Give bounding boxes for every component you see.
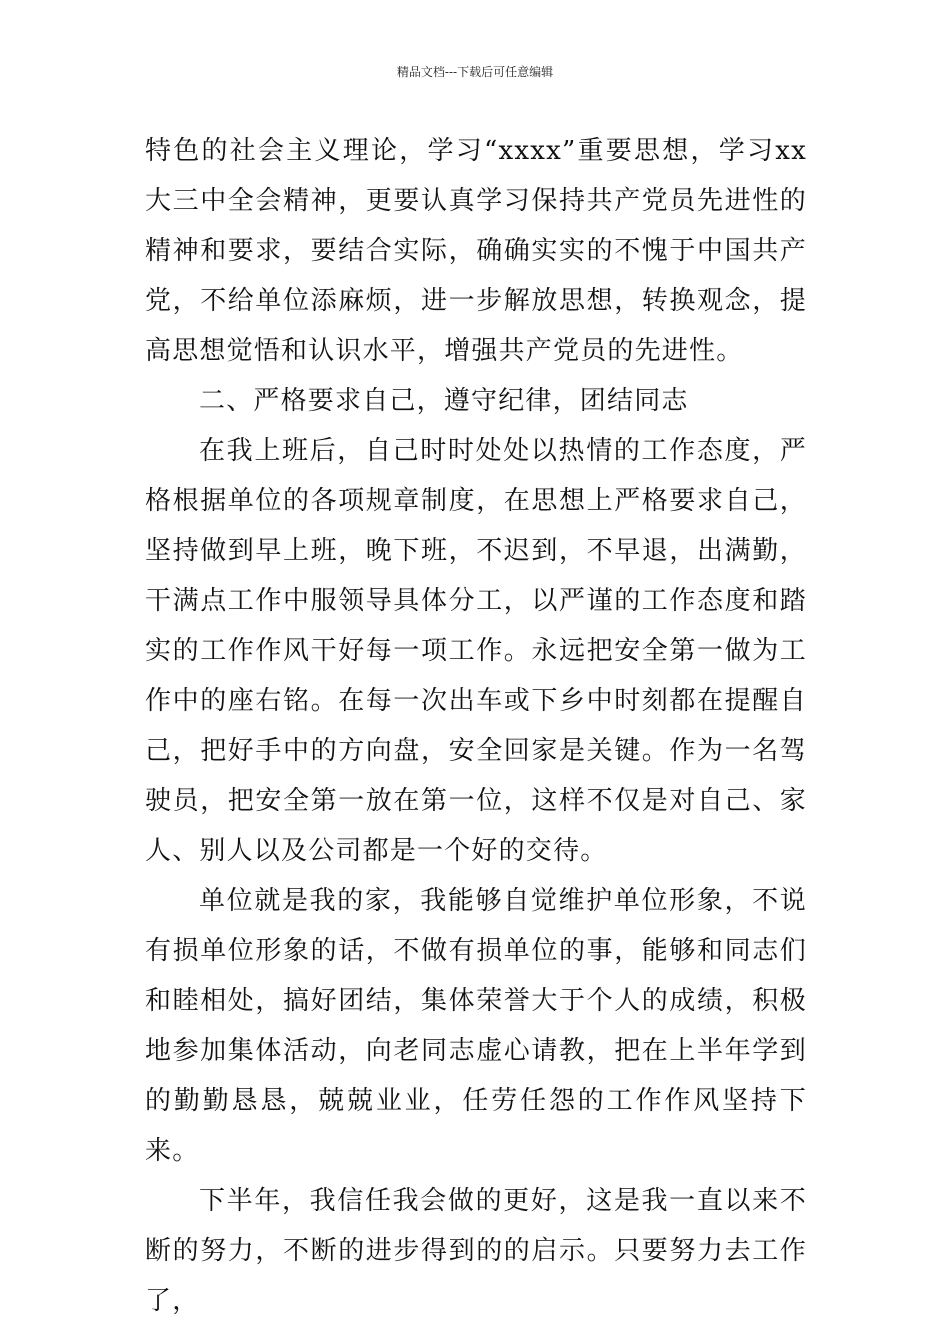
section-heading: 二、严格要求自己，遵守纪律，团结同志 (199, 386, 689, 416)
paragraph-2: 在我上班后，自己时时处处以热情的工作态度，严格根据单位的各项规章制度，在思想上严格要求自己，坚持做到早上班，晚下班，不迟到，不早退，出满勤，干满点工作中服领导具体分工，以严谨的工作态度和踏实的工作作风干好每一项工作。永远把安全第一做为工作中的座右铭。在每一次出车或下乡中时刻都在提醒自己，把好手中的方向盘，安全回家是关键。作为一名驾驶员，把安全第一放在第一位，这样不仅是对自己、家人、别人以及公司都是一个好的交待。 (145, 436, 807, 866)
paragraph-3: 单位就是我的家，我能够自觉维护单位形象，不说有损单位形象的话，不做有损单位的事，能够和同志们和睦相处，搞好团结，集体荣誉大于个人的成绩，积极地参加集体活动，向老同志虚心请教，把在上半年学到的勤勤恳恳，兢兢业业，任劳任怨的工作作风坚持下来。 (145, 886, 807, 1166)
paragraph-4: 下半年，我信任我会做的更好，这是我一直以来不断的努力，不断的进步得到的的启示。只要努力去工作了， (145, 1186, 807, 1316)
paragraph-1: 特色的社会主义理论，学习“xxxx”重要思想，学习xx大三中全会精神，更要认真学习保持共产党员先进性的精神和要求，要结合实际，确确实实的不愧于中国共产党，不给单位添麻烦，进一步解放思想，转换观念，提高思想觉悟和认识水平，增强共产党员的先进性。 (145, 136, 807, 366)
document-body (145, 126, 807, 1326)
page-header: 精品文档---下载后可任意编辑 (396, 65, 554, 79)
